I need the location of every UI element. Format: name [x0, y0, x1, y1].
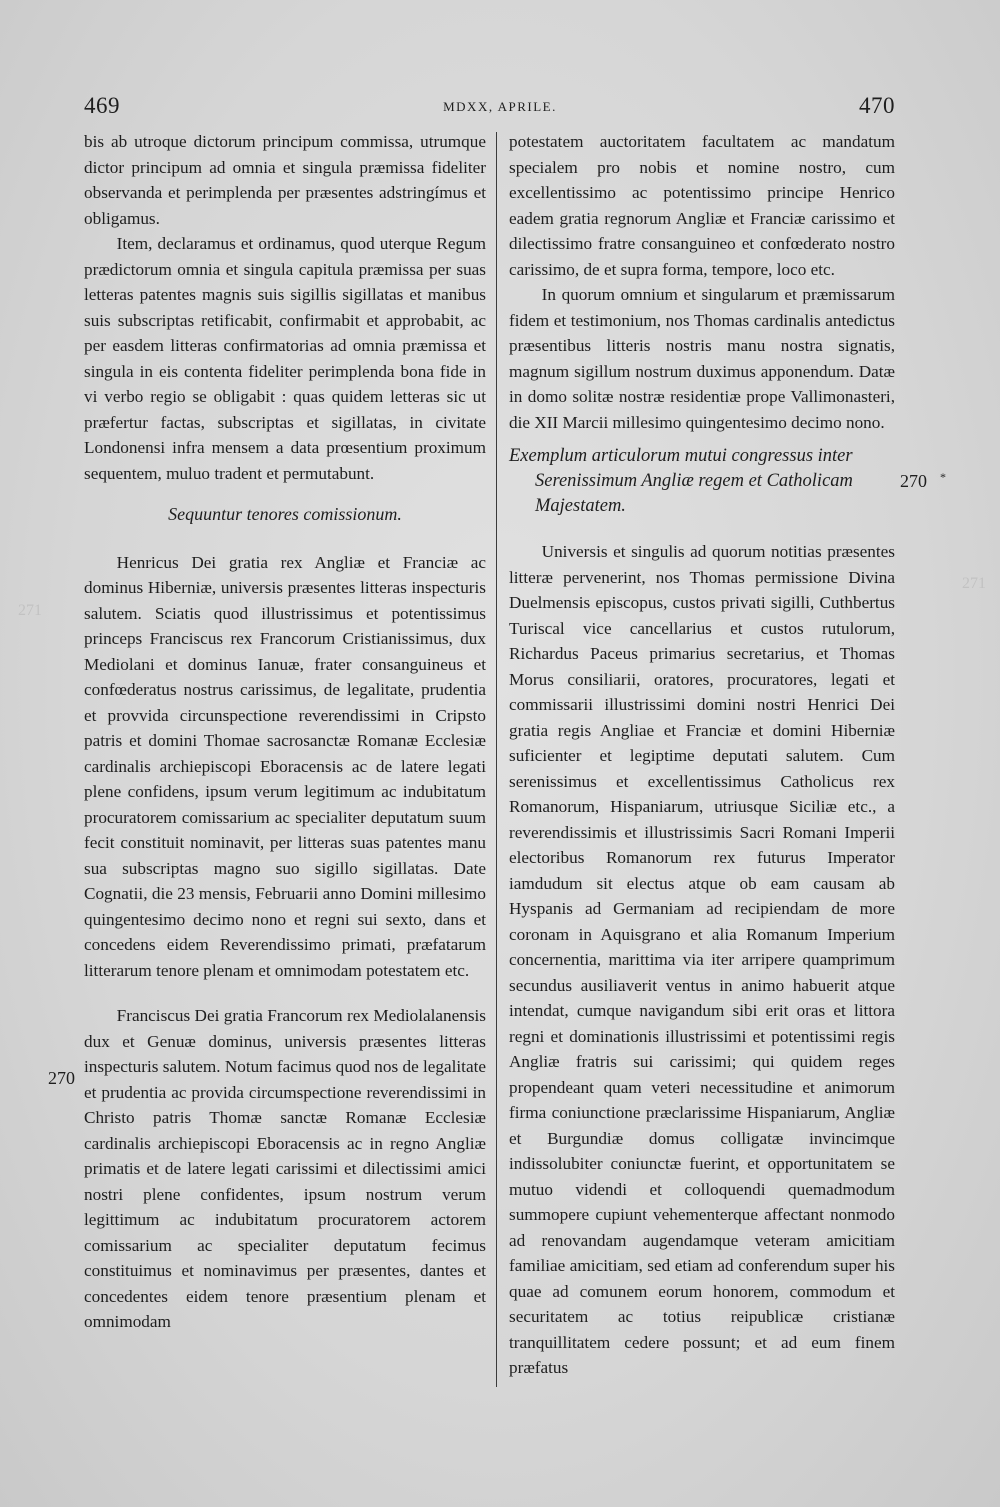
paragraph: Franciscus Dei gratia Francorum rex Mediolalanensis dux et Genuæ dominus, universis præsentes litteras inspecturis salutem. Notum facimus quod nos de legalitate et prudentia ac provida circumspectione reverendissimi in Christo patris Thomæ sanctæ Romanæ Ecclesiæ cardinalis archiepiscopi Eboracensis ac in regno Angliæ primatis et de latere legati carissimi et dilectissimi amici nostri plene confidentes, ipsum nostrum verum legittimum ac indubitatum procuratorem actorem comissarium ac specialiter deputatum fecimus constituimus et nominavimus per præsentes, dantes et concedentes eidem tenore præsentium plenam et omnimodam [84, 1006, 486, 1331]
paragraph: potestatem auctoritatem facultatem ac mandatum specialem pro nobis et nomine nostro, cum excellentissimo ac potentissimo principe Henrico eadem gratia regnorum Angliæ et Franciæ carissimo et dilectissimo fratre consanguineo et confœderato nostro carissimo, de et supra forma, tempore, loco etc. [509, 132, 895, 279]
margin-asterisk: * [940, 470, 946, 484]
show-through-number: 271 [962, 575, 986, 592]
running-title: MDXX, APRILE. [443, 99, 557, 114]
heading-line: Exemplum articulorum mutui congressus inter [509, 446, 853, 466]
right-column [509, 129, 895, 1381]
paragraph-gap [84, 983, 486, 1003]
paragraph: Henricus Dei gratia rex Angliæ et Franciæ ac dominus Hiberniæ, universis præsentes litteras inspecturis salutem. Sciatis quod illustrissimus et potentissimus princeps Franciscus rex Francorum Cristianissimus, dux Mediolani et dominus Ianuæ, frater consanguineus et confœderatus nostrus carissimus, de legalitate, prudentia et provvida circunspectione reverendissimi in Cripsto patris et domini Thomae sacrosanctæ Romanæ Ecclesiæ cardinalis archiepiscopi Eboracensis ac de latere legati plene confidens, ipsum verum legitimum ac indubitatum procuratorem comissarium ac specialiter deputatum suum fecit constituit nominavit, per litteras suas patentes manu sua subscriptas magno suo sigillo sigillatas. Date Cognatii, die 23 mensis, Februarii anno Domini millesimo quingentesimo decimo nono et regni sui sexto, dans et concedens eidem Reverendissimo primati, præfatarum litterarum tenore plenam et omnimodam potestatem etc. [84, 552, 486, 980]
margin-number-right: 270 [900, 471, 927, 491]
paragraph: Universis et singulis ad quorum notitias præsentes litteræ pervenerint, nos Thomas permissione Divina Duelmensis episcopus, custos privati sigilli, Cuthbertus Turiscal vice cancellarius et custos rutulorum, Richardus Paceus primarius secretarius, et Thomas Morus consiliarii, oratores, procuratores, legati et commissarii illustrissimi domini nostri Henrici Dei gratia regis Angliae et Franciæ et domini Hiberniæ suficienter et legiptime deputati salutem. Cum serenissimus et excellentissimus Catholicus rex Romanorum, Hispaniarum, utriusque Siciliæ etc., a reverendissimis et illustrissimis Sacri Romani Imperii electoribus Romanorum rex futurus Imperator iamdudum sit electus atque ob eam causam ab Hyspanis ad Germaniam ad recipiendam de more coronam in Aquisgrano et alia Romanum Imperium concernentia, marittima via iter arripere quamprimum secundus ausiliaverit ventus in animo habuerit atque intendat, cumque navigandum sibi erit oras et littora regni et dominationis illustrissimi et potentissimi regis Angliæ fratris sui carissimi; qui quidem reges propendeant quam veteri necessitudine et animorum firma coniunctione præclarissime Hispaniarum, Angliæ et Burgundiæ domus colligatæ invincimque indissolubiter coniunctæ fuerint, et opportunitatem se mutuo videndi et colloquendi quemadmodum summopere cupiunt vehementerque affectant nonmodo ad renovandam augendamque veteram amicitiam familiae amicitiam, sed etiam ad conferendum super his quae ad comunem eorum honorem, commodum et securitatem ac totius reipublicæ cristianæ tranquillitatem cedere possunt; et ad eum finem præfatus [509, 542, 895, 1377]
heading-line: Majestatem. [535, 496, 626, 516]
paragraph: bis ab utroque dictorum principum commissa, utrumque dictor principum ad omnia et singula præmissa fideliter observanda et perimplenda per præsentes adstringímus et obligamus. [84, 132, 486, 228]
left-column [84, 129, 486, 1335]
page-number-right: 470 [859, 93, 895, 118]
page-number-left: 469 [84, 93, 120, 118]
section-heading [509, 444, 895, 519]
paragraph: Item, declaramus et ordinamus, quod uterque Regum prædictorum omnia et singula capitula præmissa per suas letteras patentes magnis suis sigillis sigillatas et manibus suis subscriptas retificabit, confirmabit et approbabit, ac per easdem litteras confirmatorias ad omnia præmissa et singula in eis contenta fideliter perimplenda bona fide in vi verbo regio se obligabit : quas quidem letteras sic ut præfertur factas, subscriptas et sigillatas, in civitate Londonensi infra mensem a data prœsentium proximum sequentem, muluo tradent et permutabunt. [84, 234, 486, 483]
margin-number-left: 270 [48, 1068, 75, 1088]
paragraph: In quorum omnium et singularum et præmissarum fidem et testimonium, nos Thomas cardinalis antedictus præsentibus litteris nostris manu nostra signatis, magnum sigillum nostrum duximus apponendum. Datæ in domo solitæ nostræ residentiæ prope Vallimonasteri, die XII Marcii millesimo quingentesimo decimo nono. [509, 285, 895, 432]
column-divider [496, 132, 497, 1387]
show-through-number: 271 [18, 602, 42, 619]
heading-line: Serenissimum Angliæ regem et Catholicam [535, 471, 853, 491]
section-heading: Sequuntur tenores comissionum. [168, 504, 402, 524]
